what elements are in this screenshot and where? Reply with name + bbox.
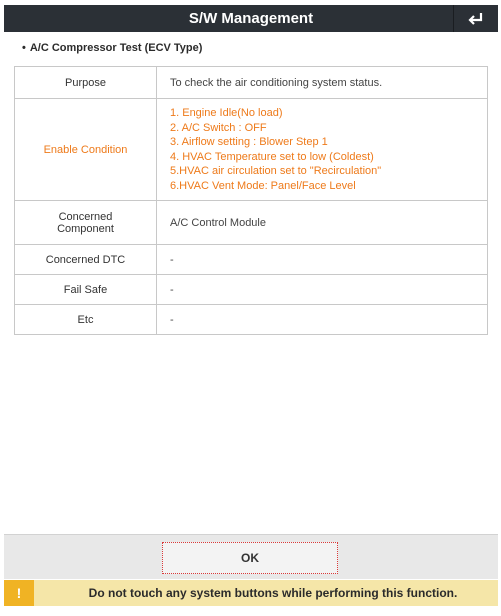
condition-line: 1. Engine Idle(No load) bbox=[170, 107, 283, 119]
row-label-enable-condition: Enable Condition bbox=[15, 99, 157, 201]
table-row bbox=[15, 305, 488, 335]
row-label-concerned-component bbox=[15, 201, 157, 245]
return-arrow-icon bbox=[466, 11, 486, 27]
condition-line: 4. HVAC Temperature set to low (Coldest) bbox=[170, 150, 374, 163]
table-row bbox=[15, 245, 488, 275]
row-value-fail-safe: - bbox=[157, 275, 488, 305]
condition-line: 6.HVAC Vent Mode: Panel/Face Level bbox=[170, 179, 356, 192]
row-value-enable-condition bbox=[157, 99, 488, 201]
table-row bbox=[15, 99, 488, 201]
table-row bbox=[15, 201, 488, 245]
condition-line: 5.HVAC air circulation set to "Recirculation" bbox=[170, 165, 382, 177]
row-label-etc: Etc bbox=[15, 305, 157, 335]
info-table bbox=[14, 66, 488, 335]
row-label-purpose: Purpose bbox=[15, 67, 157, 99]
row-value-etc: - bbox=[157, 305, 488, 335]
label-line: Component bbox=[57, 222, 114, 235]
page-title: S/W Management bbox=[188, 10, 314, 27]
condition-line: 2. A/C Switch : OFF bbox=[170, 121, 267, 134]
label-line: Concerned bbox=[58, 210, 113, 223]
row-value-purpose: To check the air conditioning system status. bbox=[157, 67, 488, 99]
warning-icon: ! bbox=[4, 580, 34, 606]
table-row bbox=[15, 67, 488, 99]
section-title bbox=[22, 42, 202, 54]
ok-button[interactable]: OK bbox=[162, 542, 338, 574]
row-value-concerned-component: A/C Control Module bbox=[157, 201, 488, 245]
section-title-text: A/C Compressor Test (ECV Type) bbox=[29, 42, 203, 54]
table-row bbox=[15, 275, 488, 305]
row-value-concerned-dtc: - bbox=[157, 245, 488, 275]
row-label-fail-safe: Fail Safe bbox=[15, 275, 157, 305]
warning-banner bbox=[4, 580, 498, 606]
back-button[interactable] bbox=[453, 5, 498, 32]
condition-line: 3. Airflow setting : Blower Step 1 bbox=[170, 136, 328, 148]
bullet: • bbox=[22, 42, 26, 54]
warning-text: Do not touch any system buttons while performing this function. bbox=[88, 586, 458, 600]
title-bar bbox=[4, 5, 498, 32]
row-label-concerned-dtc: Concerned DTC bbox=[15, 245, 157, 275]
